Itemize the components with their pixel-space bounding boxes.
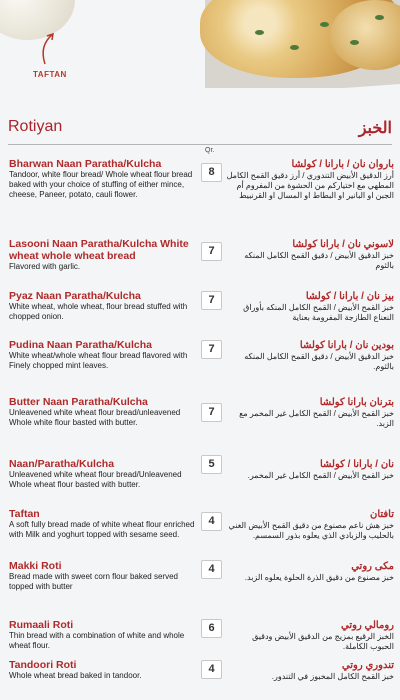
item-name-en: Butter Naan Paratha/Kulcha bbox=[9, 396, 148, 408]
item-name-ar: باروان نان / بارانا / كولشا bbox=[291, 159, 394, 170]
item-desc-ar: خبز الدقيق الأبيض / دقيق القمح الكامل المنكه بالثوم bbox=[244, 251, 394, 270]
herb-garnish bbox=[255, 30, 264, 35]
arrow-icon bbox=[35, 30, 63, 66]
item-desc-en: Unleavened white wheat flour bread/Unleavened Whole wheat flour basted with butter. bbox=[9, 470, 182, 489]
item-name-ar: رومالي روتي bbox=[341, 620, 394, 631]
item-desc-en: Thin bread with a combination of white and whole wheat flour. bbox=[9, 631, 185, 650]
price-badge: 6 bbox=[201, 619, 222, 638]
price-badge: 4 bbox=[201, 512, 222, 531]
item-desc-ar: خبز القمح الأبيض / القمح الكامل غير المخمر مع الزبد. bbox=[239, 409, 394, 428]
item-desc-ar: أرز الدقيق الأبيض التندوري / أرز دقيق القمح الكامل المطهي مع اختياركم من الحشوة من المفروم أم الجبن او البانير او البطاط او المسال او القرنبيط bbox=[226, 171, 394, 200]
item-desc-ar: خبز القمح الكامل المخبوز في التندور. bbox=[271, 672, 394, 681]
item-name-ar: مكى روتي bbox=[351, 561, 394, 572]
item-desc-en: Flavored with garlic. bbox=[9, 262, 81, 271]
herb-garnish bbox=[290, 45, 299, 50]
section-header bbox=[8, 118, 392, 138]
item-name-en: Bharwan Naan Paratha/Kulcha bbox=[9, 158, 162, 170]
item-desc-en: Tandoor, white flour bread/ Whole wheat flour bread baked with your choice of stuffing of either mince, cheese, Paneer, potato, cauli flower. bbox=[9, 170, 193, 199]
hero-label: TAFTAN bbox=[33, 70, 67, 79]
price-badge: 7 bbox=[201, 242, 222, 261]
price-badge: 5 bbox=[201, 455, 222, 474]
item-desc-ar: الخبز الرقيع بمزيج من الدقيق الأبيض ودقيق الحبوب الكاملة. bbox=[252, 632, 394, 651]
price-badge: 7 bbox=[201, 340, 222, 359]
item-desc-en: A soft fully bread made of white wheat flour enriched with Milk and yoghurt topped with sesame seed. bbox=[9, 520, 195, 539]
item-desc-en: Bread made with sweet corn flour baked served topped with butter bbox=[9, 572, 178, 591]
quantity-header: Qr. bbox=[205, 147, 215, 154]
item-desc-ar: خبز القمح الأبيض / القمح الكامل المنكه بأوراق النعناع الطازجة المفرومة بعناية bbox=[243, 303, 394, 322]
item-name-ar: تندوري روتي bbox=[341, 660, 394, 671]
item-name-en: Taftan bbox=[9, 508, 40, 520]
item-name-ar: بترنان بارانا كولشا bbox=[319, 397, 394, 408]
section-title-en: Rotiyan bbox=[8, 118, 63, 135]
divider bbox=[8, 144, 392, 145]
item-name-en: Lasooni Naan Paratha/Kulcha White wheat whole wheat bread bbox=[9, 238, 189, 262]
item-name-ar: نان / بارانا / كولشا bbox=[319, 459, 394, 470]
item-name-ar: تافتان bbox=[369, 509, 394, 520]
item-name-en: Naan/Paratha/Kulcha bbox=[9, 458, 115, 470]
item-desc-ar: خبز هش ناعم مصنوع من دقيق القمح الأبيض الغني بالحليب والزبادي الذي يعلوه بذور السمسم. bbox=[228, 521, 394, 540]
item-desc-ar: خبز مصنوع من دقيق الذرة الحلوة يعلوه الزبد. bbox=[244, 573, 394, 582]
item-name-ar: لاسوني نان / بارانا كولشا bbox=[292, 239, 394, 250]
price-badge: 8 bbox=[201, 163, 222, 182]
price-badge: 4 bbox=[201, 560, 222, 579]
item-name-ar: بيز نان / بارانا / كولشا bbox=[305, 291, 394, 302]
item-name-en: Pyaz Naan Paratha/Kulcha bbox=[9, 290, 141, 302]
price-badge: 7 bbox=[201, 403, 222, 422]
item-desc-ar: خبز القمح الأبيض / القمح الكامل غير المخمر. bbox=[247, 471, 394, 480]
item-desc-en: White wheat/whole wheat flour bread flavored with Finely chopped mint leaves. bbox=[9, 351, 188, 370]
herb-garnish bbox=[350, 40, 359, 45]
price-badge: 7 bbox=[201, 291, 222, 310]
item-name-en: Makki Roti bbox=[9, 560, 62, 572]
section-title-ar: الخبز bbox=[358, 120, 392, 137]
hero-image bbox=[0, 0, 400, 88]
item-name-ar: بودين نان / بارانا كولشا bbox=[299, 340, 394, 351]
item-desc-en: Unleavened white wheat flour bread/unleavened Whole white flour basted with butter. bbox=[9, 408, 181, 427]
item-desc-en: Whole wheat bread baked in tandoor. bbox=[9, 671, 142, 680]
herb-garnish bbox=[320, 22, 329, 27]
item-desc-en: White wheat, whole wheat, flour bread stuffed with chopped onion. bbox=[9, 302, 188, 321]
item-name-en: Rumaali Roti bbox=[9, 619, 74, 631]
item-name-en: Pudina Naan Paratha/Kulcha bbox=[9, 339, 152, 351]
item-desc-ar: خبز الدقيق الأبيض / دقيق القمح الكامل المنكه بالثوم. bbox=[244, 352, 394, 371]
price-badge: 4 bbox=[201, 660, 222, 679]
item-name-en: Tandoori Roti bbox=[9, 659, 77, 671]
herb-garnish bbox=[375, 15, 384, 20]
